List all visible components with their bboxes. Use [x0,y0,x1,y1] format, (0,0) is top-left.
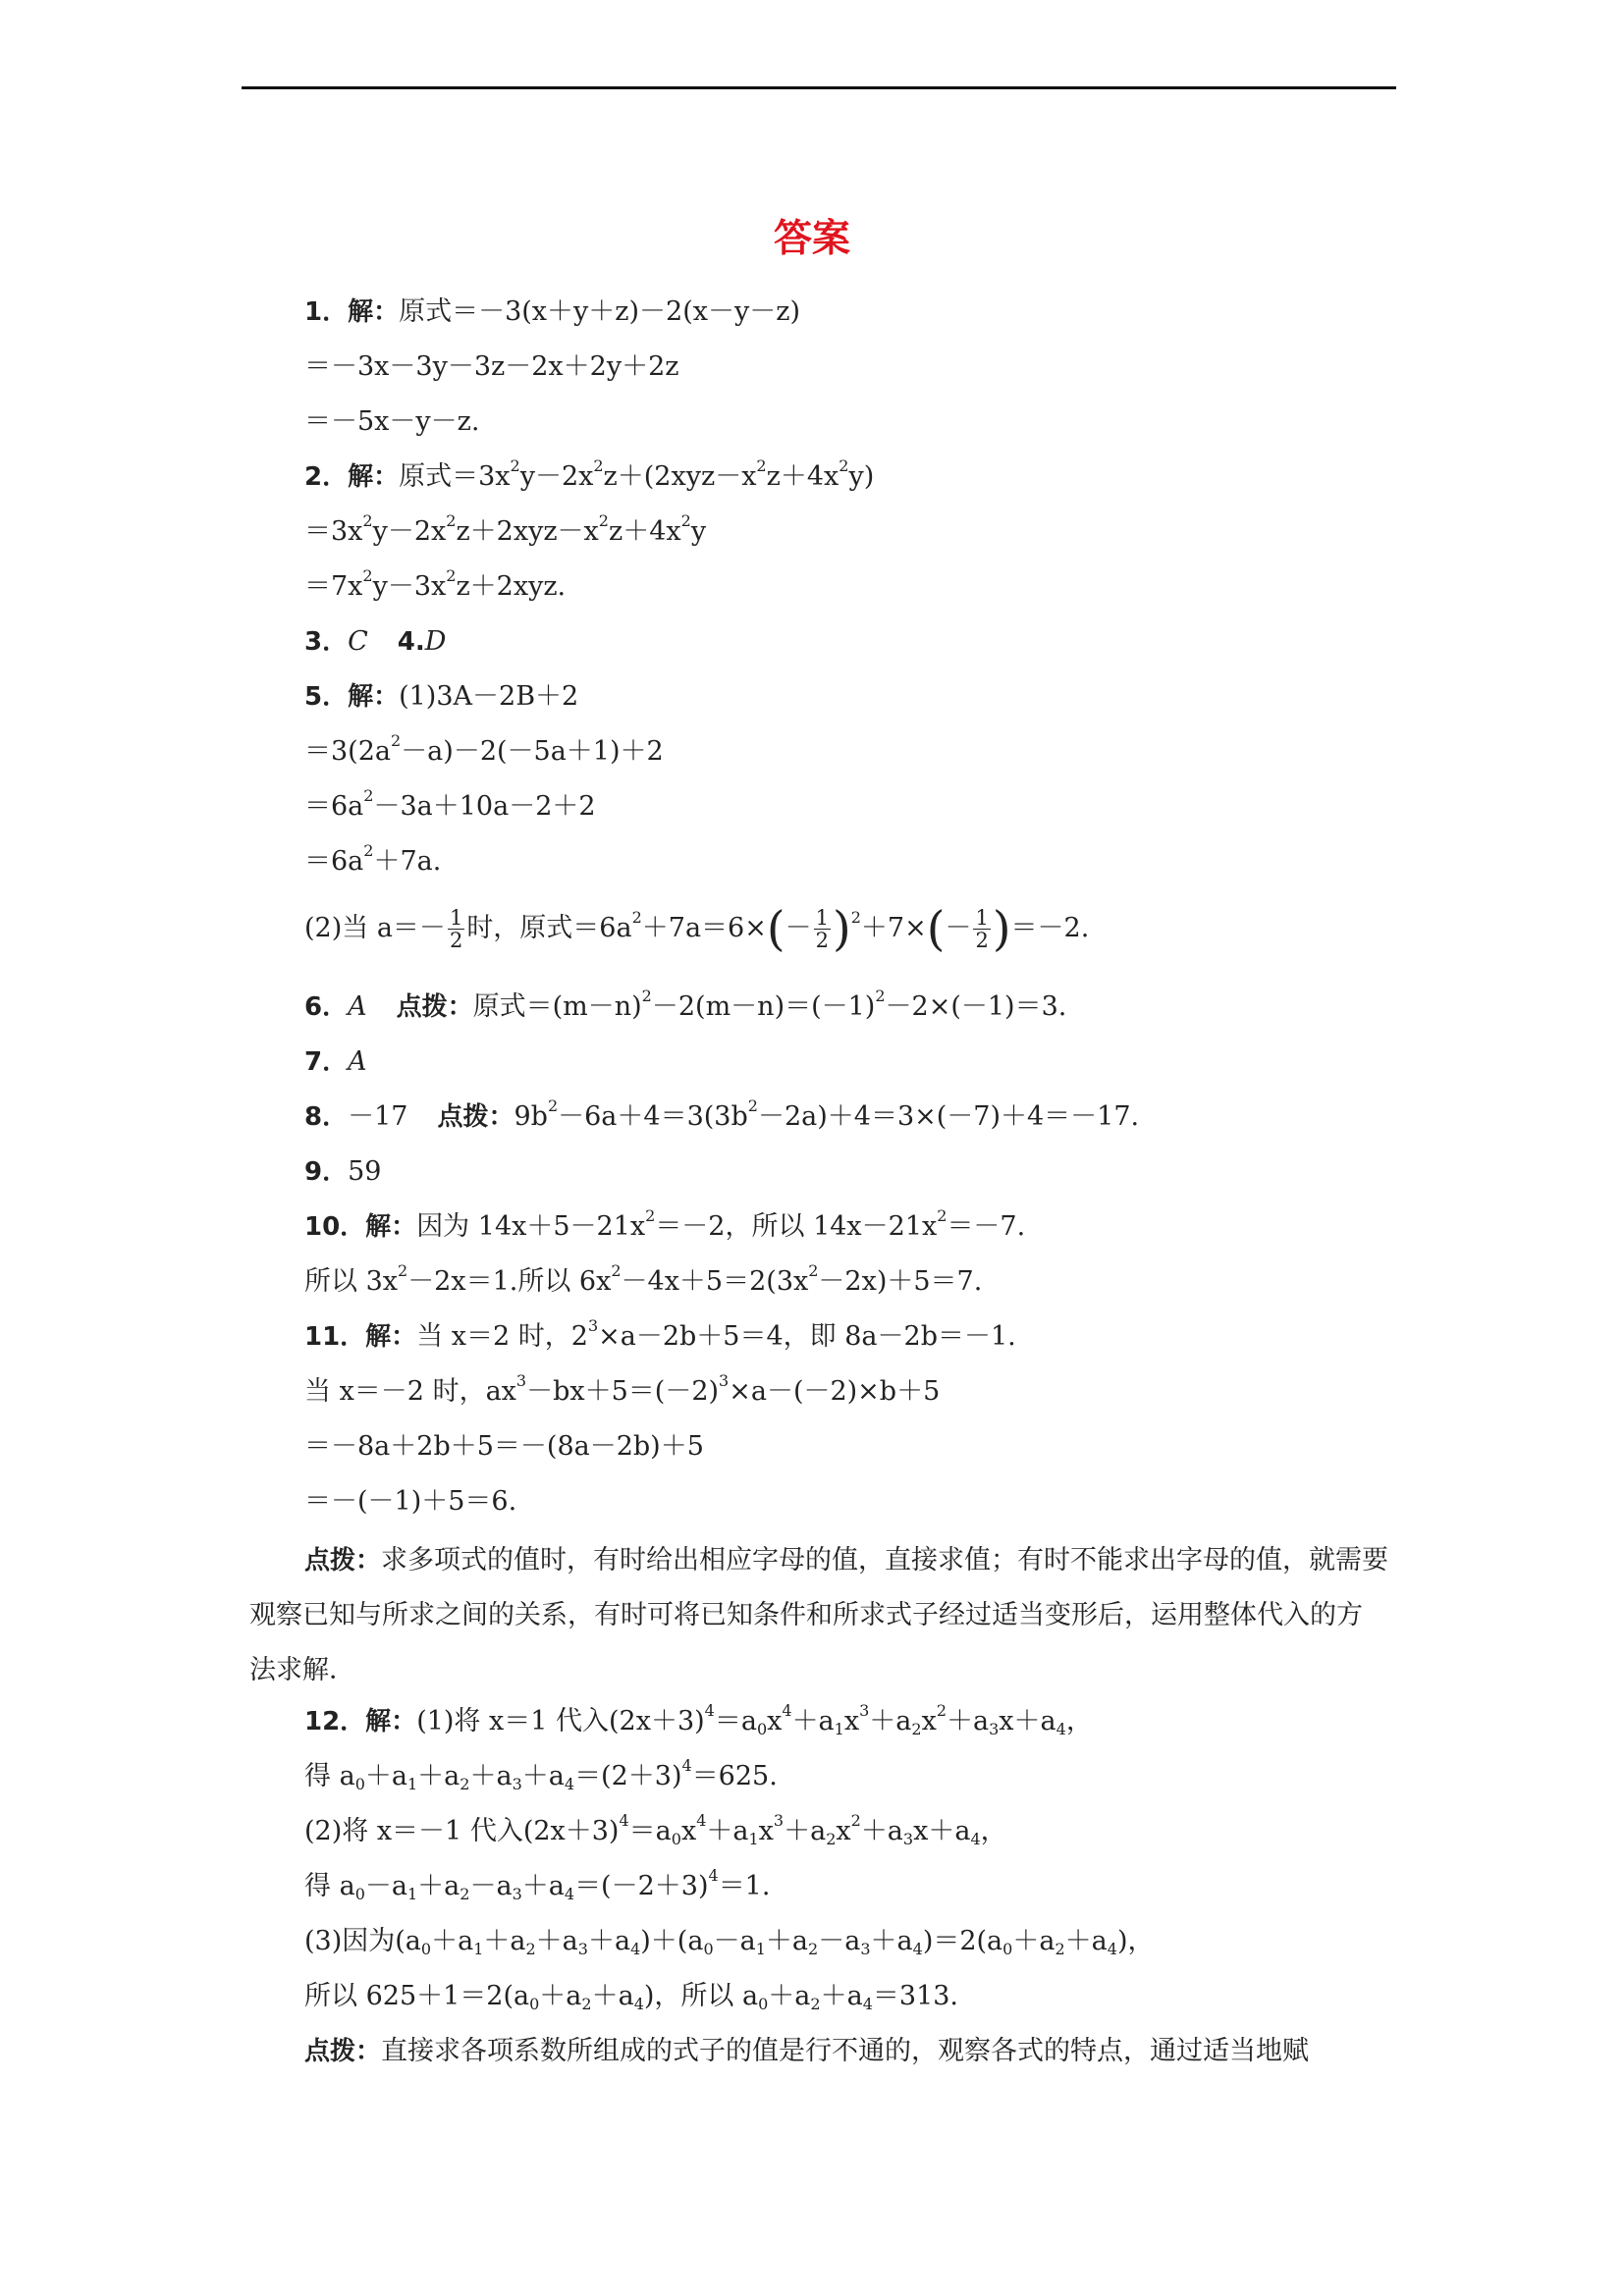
q11-line-2: 当 x＝－2 时，$ax^3-bx+5=(-2)^3\times a-(-2)\times b+5$ [304,1371,941,1407]
q5-line-5: (2)当 a＝－ $\frac{1}{2}$ 时，原式$=6a^2+7a=6\times(-$ $\frac{1}{2}$ )$^2$＋7×(－ $\frac{1}{2}$ )＝－2. [304,901,1090,957]
q1-label: 1．解： [304,297,400,327]
q6-line: 6．A 点拨：原式$=(m-n)^2-2(m-n)=(-1)^2-2\times(-1)=3$. [304,987,1067,1022]
q5-line-3: $=6a^2-3a+10a-2+2$ [304,786,596,822]
q5-line-2: $=3(2a^2-a)-2(-5a+1)+2$ [304,731,664,767]
q3-answer: C [348,626,368,657]
q10-line-2: 所以 $3x^2-2x=1$.所以 $6x^2-4x+5=2(3x^2-2x)+5=7$. [304,1261,983,1297]
q10-label: 10．解： [304,1212,417,1242]
q12-line-3: (2)将 x＝－1 代入$(2x+3)^4=a_0x^4+a_1x^3+a_2x^2+a_3x+a_4$， [304,1811,1007,1848]
q1-line-3: ＝－5x－y－z. [304,406,480,437]
q2-line-2: $=3x^2y-2x^2z+2xyz-x^2z+4x^2y$ [304,511,707,547]
q12-line-2: 得 $a_0+a_1+a_2+a_3+a_4=(2+3)^4=625$. [304,1756,778,1793]
q8-answer: －17 [348,1101,408,1132]
q1-line-2: ＝－3x－3y－3z－2x＋2y＋2z [304,351,679,382]
q11-line-3: ＝－8a＋2b＋5＝－(8a－2b)＋5 [304,1431,704,1462]
q2-line-1: 2．解：原式$=3x^2y-2x^2z+(2xyz-x^2z+4x^2y)$ [304,456,875,492]
q12-label: 12．解： [304,1707,417,1736]
q5-label: 5．解： [304,682,400,712]
q12-tip: 点拨：直接求各项系数所组成的式子的值是行不通的，观察各式的特点，通过适当地赋 [304,2036,1310,2066]
q5-line-1: 5．解：(1)3A－2B＋2 [304,681,579,712]
q12-line-6: 所以 $625+1=2(a_0+a_2+a_4)$，所以 $a_0+a_2+a_4=313$. [304,1981,959,2013]
q10-line-1: 10．解：因为 $14x+5-21x^2=-2$，所以 $14x-21x^2=-7$. [304,1206,1026,1242]
q2-line-3: $=7x^2y-3x^2z+2xyz$. [304,566,567,602]
page-title: 答案 [773,217,850,261]
q11-tip: 点拨：求多项式的值时，有时给出相应字母的值，直接求值；有时不能求出字母的值，就需要观察已知与所求之间的关系，有时可将已知条件和所求式子经过适当变形后，运用整体代入的方法求解． [249,1545,1389,1685]
q12-line-1: 12．解：(1)将 x＝1 代入$(2x+3)^4=a_0x^4+a_1x^3+a_2x^2+a_3x+a_4$， [304,1701,1093,1738]
q11-label: 11．解： [304,1322,417,1352]
q7-answer: A [348,1046,367,1077]
q4-answer: D [424,626,447,657]
q9-line: 9．59 [304,1156,382,1187]
q7-line: 7．A [304,1046,367,1077]
q1-line-1: 1．解：原式＝－3(x＋y＋z)－2(x－y－z) [304,296,800,327]
q8-line: 8．－17 点拨：$9b^2-6a+4=3(3b^2-2a)+4=3\times(-7)+4=-17$. [304,1096,1140,1132]
q12-line-5: (3)因为$(a_0+a_1+a_2+a_3+a_4)+(a_0-a_1+a_2-a_3+a_4)=2(a_0+a_2+a_4)$， [304,1926,1155,1958]
fraction-half: $\frac{1}{2}$ [449,906,463,952]
q6-answer: A [348,991,367,1022]
q11-line-4: ＝－(－1)＋5＝6. [304,1486,517,1517]
q2-label: 2．解： [304,462,400,492]
header-rule [242,86,1396,89]
q5-line-4: $=6a^2+7a$. [304,841,442,877]
q9-answer: 59 [348,1156,382,1187]
q12-line-4: 得 $a_0-a_1+a_2-a_3+a_4=(-2+3)^4=1$. [304,1866,771,1903]
q3-q4-line: 3．C 4.D [304,626,447,657]
q11-line-1: 11．解：当 x＝2 时，$2^3\times a-2b+5=4$，即 8a－2b＝－1. [304,1316,1016,1352]
